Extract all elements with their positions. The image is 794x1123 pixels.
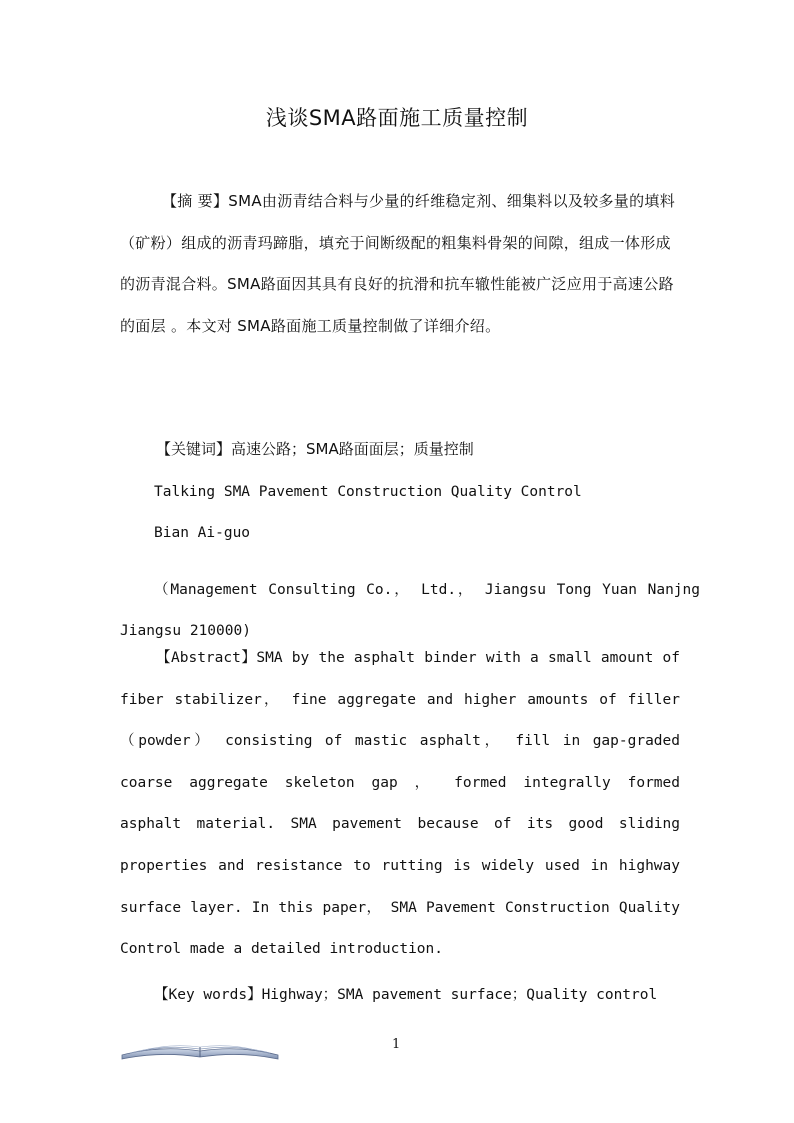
keywords-zh [156, 438, 474, 459]
abstract-zh-label: 【摘 要】 [162, 192, 229, 210]
abstract-en [120, 638, 680, 971]
open-book-icon [120, 1035, 280, 1061]
english-title: Talking SMA Pavement Construction Quality Control [154, 484, 582, 500]
keywords-zh-label: 【关键词】 [156, 440, 232, 458]
abstract-en-label: 【Abstract】 [156, 650, 257, 666]
abstract-zh [120, 181, 676, 347]
page-number: 1 [392, 1037, 401, 1052]
page-title: 浅谈SMA路面施工质量控制 [265, 106, 529, 130]
keywords-zh-text: 高速公路；SMA路面面层；质量控制 [231, 440, 474, 458]
abstract-en-text: SMA by the asphalt binder with a small amount of fiber stabilizer， fine aggregate and higher amounts of filler （powder） consisting of mastic asphalt， fill in gap-graded coarse aggregate skeleton gap ， formed integrally formed asphalt material. SMA pavement because of its good sliding properties and resistance to rutting is widely used in highway surface layer. In this paper， SMA Pavement Construction Quality Control made a detailed introduction. [120, 650, 680, 958]
keywords-en-text: Highway；SMA pavement surface；Quality control [261, 987, 658, 1003]
author-name: Bian Ai-guo [154, 525, 251, 541]
abstract-zh-text: SMA由沥青结合料与少量的纤维稳定剂、细集料以及较多量的填料（矿粉）组成的沥青玛蹄脂，填充于间断级配的粗集料骨架的间隙，组成一体形成的沥青混合料。SMA路面因其具有良好的抗滑和抗车辙性能被广泛应用于高速公路的面层 。本文对 SMA路面施工质量控制做了详细介绍。 [120, 192, 676, 335]
author-affiliation: （Management Consulting Co.， Ltd.， Jiangsu Tong Yuan Nanjng Jiangsu 210000) [120, 581, 700, 640]
keywords-en-label: 【Key words】 [154, 987, 262, 1003]
keywords-en [154, 983, 657, 1004]
